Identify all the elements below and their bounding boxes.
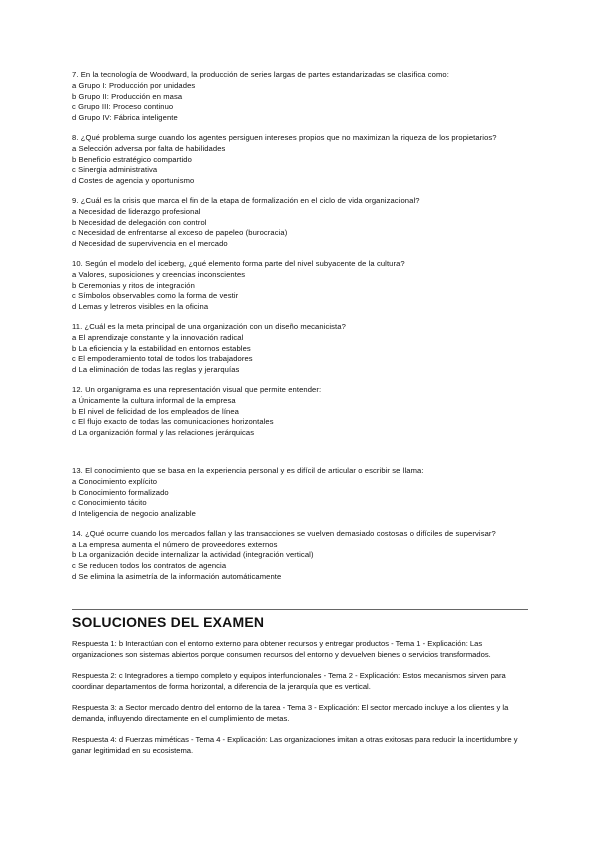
question-block <box>72 70 528 124</box>
answer-option: d Se elimina la asimetría de la información automáticamente <box>72 572 282 582</box>
question-text: 10. Según el modelo del iceberg, ¿qué elemento forma parte del nivel subyacente de la cultura? <box>72 258 405 268</box>
answer-option: c El empoderamiento total de todos los trabajadores <box>72 354 253 364</box>
answer-option: d La organización formal y las relaciones jerárquicas <box>72 428 255 438</box>
solutions-section <box>72 638 528 766</box>
answer-option: b La eficiencia y la estabilidad en entornos estables <box>72 343 251 353</box>
solutions-title: SOLUCIONES DEL EXAMEN <box>72 614 265 630</box>
answer-option: c Sinergia administrativa <box>72 165 158 175</box>
question-block <box>72 385 528 439</box>
solution-item: Respuesta 3: a Sector mercado dentro del entorno de la tarea - Tema 3 - Explicación: El sector mercado incluye a los clientes y la demanda, influyendo directamente en el cumplimiento de metas. <box>72 703 509 723</box>
answer-option: a Selección adversa por falta de habilidades <box>72 143 226 153</box>
solution-item: Respuesta 2: c Integradores a tiempo completo y equipos interfuncionales - Tema 2 - Explicación: Estos mecanismos sirven para coordinar departamentos de forma horizontal, a diferencia de la jerarquía que es vertical. <box>72 671 506 691</box>
question-block <box>72 322 528 376</box>
question-block <box>72 133 528 187</box>
question-text: 13. El conocimiento que se basa en la experiencia personal y es difícil de articular o escribir se llama: <box>72 465 424 475</box>
answer-option: a Grupo I: Producción por unidades <box>72 80 196 90</box>
question-block <box>72 196 528 250</box>
question-block <box>72 259 528 313</box>
answer-option: c Símbolos observables como la forma de vestir <box>72 291 239 301</box>
answer-option: d Inteligencia de negocio analizable <box>72 509 196 519</box>
answer-option: b El nivel de felicidad de los empleados de línea <box>72 406 240 416</box>
answer-option: a Únicamente la cultura informal de la empresa <box>72 395 236 405</box>
answer-option: d Necesidad de supervivencia en el mercado <box>72 239 228 249</box>
answer-option: a Valores, suposiciones y creencias inconscientes <box>72 269 246 279</box>
answer-option: d Costes de agencia y oportunismo <box>72 176 195 186</box>
question-block <box>72 466 528 520</box>
question-block <box>72 529 528 583</box>
question-text: 8. ¿Qué problema surge cuando los agentes persiguen intereses propios que no maximizan la riqueza de los propietarios? <box>72 132 497 142</box>
answer-option: c El flujo exacto de todas las comunicaciones horizontales <box>72 417 274 427</box>
question-text: 11. ¿Cuál es la meta principal de una organización con un diseño mecanicista? <box>72 321 346 331</box>
question-text: 12. Un organigrama es una representación visual que permite entender: <box>72 384 322 394</box>
answer-option: c Se reducen todos los contratos de agencia <box>72 561 227 571</box>
answer-option: b Beneficio estratégico compartido <box>72 154 192 164</box>
questions-section <box>72 70 528 592</box>
answer-option: c Necesidad de enfrentarse al exceso de papeleo (burocracia) <box>72 228 288 238</box>
answer-option: b Grupo II: Producción en masa <box>72 91 183 101</box>
spacer <box>72 448 528 466</box>
answer-option: a El aprendizaje constante y la innovación radical <box>72 332 244 342</box>
answer-option: a La empresa aumenta el número de proveedores externos <box>72 539 278 549</box>
answer-option: a Conocimiento explícito <box>72 476 158 486</box>
answer-option: b Necesidad de delegación con control <box>72 217 207 227</box>
answer-option: c Conocimiento tácito <box>72 498 147 508</box>
section-divider <box>72 609 528 610</box>
answer-option: d La eliminación de todas las reglas y jerarquías <box>72 365 240 375</box>
solution-item: Respuesta 4: d Fuerzas miméticas - Tema 4 - Explicación: Las organizaciones imitan a otras exitosas para reducir la incertidumbre y ganar legitimidad en su ecosistema. <box>72 735 518 755</box>
answer-option: d Grupo IV: Fábrica inteligente <box>72 113 178 123</box>
answer-option: b Ceremonias y ritos de integración <box>72 280 195 290</box>
answer-option: d Lemas y letreros visibles en la oficina <box>72 302 209 312</box>
answer-option: a Necesidad de liderazgo profesional <box>72 206 201 216</box>
question-text: 14. ¿Qué ocurre cuando los mercados fallan y las transacciones se vuelven demasiado costosas o difíciles de supervisar? <box>72 528 496 538</box>
solution-item: Respuesta 1: b Interactúan con el entorno externo para obtener recursos y entregar productos - Tema 1 - Explicación: Las organizaciones son sistemas abiertos porque consumen recursos del entorno y devuelven bienes o servicios transformados. <box>72 639 491 659</box>
answer-option: c Grupo III: Proceso continuo <box>72 102 174 112</box>
answer-option: b Conocimiento formalizado <box>72 487 169 497</box>
question-text: 9. ¿Cuál es la crisis que marca el fin de la etapa de formalización en el ciclo de vida organizacional? <box>72 195 420 205</box>
answer-option: b La organización decide internalizar la actividad (integración vertical) <box>72 550 314 560</box>
question-text: 7. En la tecnología de Woodward, la producción de series largas de partes estandarizadas se clasifica como: <box>72 70 449 79</box>
